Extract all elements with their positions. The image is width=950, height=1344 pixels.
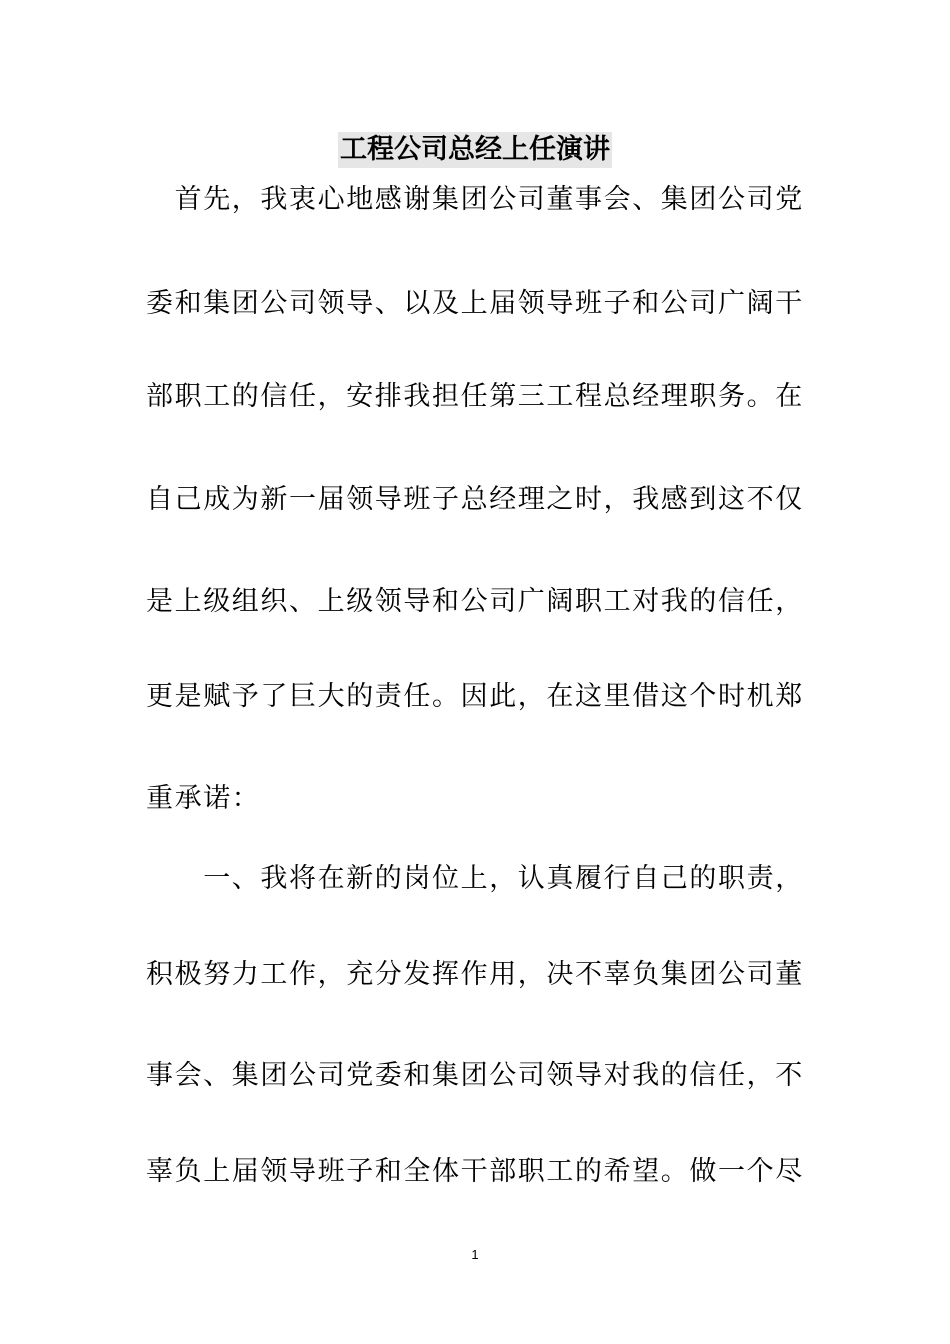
body-line-9: 积极努力工作，充分发挥作用，决不辜负集团公司董 xyxy=(146,959,804,990)
body-line-10: 事会、集团公司党委和集团公司领导对我的信任，不 xyxy=(146,1060,804,1091)
body-line-6: 更是赋予了巨大的责任。因此，在这里借这个时机郑 xyxy=(146,681,804,712)
body-line-3: 部职工的信任，安排我担任第三工程总经理职务。在 xyxy=(146,381,804,412)
document-title: 工程公司总经上任演讲 xyxy=(338,132,612,168)
page-number: 1 xyxy=(471,1247,479,1262)
body-line-7: 重承诺： xyxy=(146,783,261,814)
body-line-4: 自己成为新一届领导班子总经理之时，我感到这不仅 xyxy=(146,484,804,515)
body-line-8: 一、我将在新的岗位上，认真履行自己的职责， xyxy=(146,863,804,894)
body-line-1: 首先，我衷心地感谢集团公司董事会、集团公司党 xyxy=(146,184,804,215)
body-line-5: 是上级组织、上级领导和公司广阔职工对我的信任， xyxy=(146,586,804,617)
title-container xyxy=(0,132,950,168)
body-line-11: 辜负上届领导班子和全体干部职工的希望。做一个尽 xyxy=(146,1156,804,1187)
body-line-2: 委和集团公司领导、以及上届领导班子和公司广阔干 xyxy=(146,288,804,319)
